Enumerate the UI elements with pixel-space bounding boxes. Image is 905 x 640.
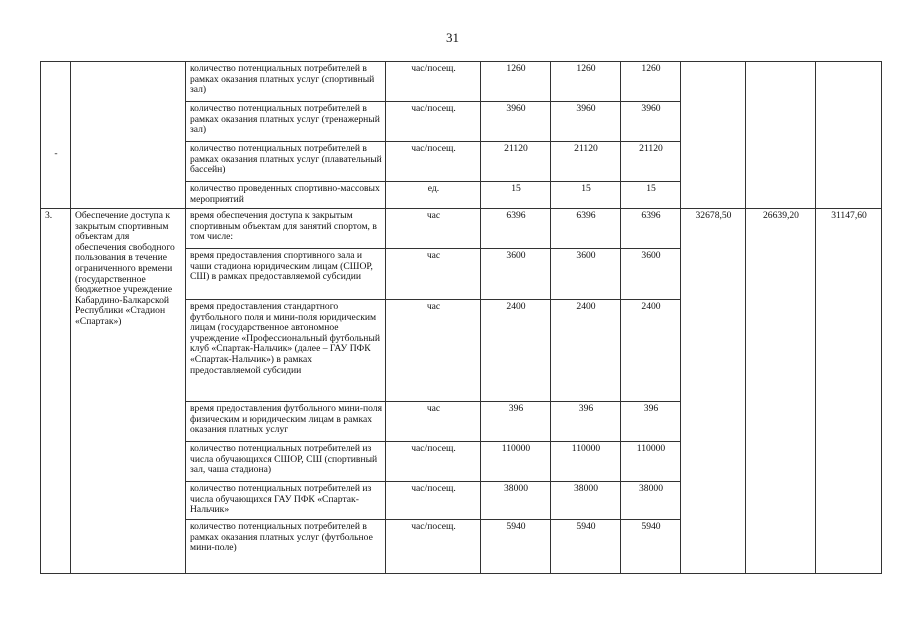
value-cell: 3600 (551, 249, 621, 300)
unit-cell: час (386, 300, 481, 402)
indicator-cell: количество потенциальных потребителей из числа обучающихся СШОР, СШ (спортивный зал, чаша стадиона) (186, 442, 386, 482)
value-cell: 38000 (551, 482, 621, 520)
value-cell: 3600 (621, 249, 681, 300)
value-cell: 396 (481, 402, 551, 442)
value-cell: 5940 (481, 520, 551, 574)
value-cell: 5940 (551, 520, 621, 574)
indicator-cell: время предоставления спортивного зала и чаши стадиона юридическим лицам (СШОР, СШ) в рамках предоставляемой субсидии (186, 249, 386, 300)
row-number-cell (41, 62, 71, 209)
indicator-cell: количество потенциальных потребителей в рамках оказания платных услуг (футбольное мини-поле) (186, 520, 386, 574)
value-cell: 1260 (621, 62, 681, 102)
table-row (41, 62, 882, 102)
unit-cell: час/посещ. (386, 520, 481, 574)
finance-cell: 26639,20 (746, 209, 816, 574)
service-name-cell (71, 62, 186, 209)
value-cell: 15 (481, 182, 551, 209)
indicator-cell: количество потенциальных потребителей в рамках оказания платных услуг (тренажерный зал) (186, 102, 386, 142)
indicator-cell: количество проведенных спортивно-массовых мероприятий (186, 182, 386, 209)
value-cell: 21120 (481, 142, 551, 182)
finance-cell: 31147,60 (816, 209, 882, 574)
row-number-cell: 3. (41, 209, 71, 574)
page-number: 31 (446, 30, 459, 45)
unit-cell: час/посещ. (386, 482, 481, 520)
dash-mark: - (54, 148, 58, 159)
unit-cell: час (386, 402, 481, 442)
unit-cell: час (386, 209, 481, 249)
value-cell: 21120 (621, 142, 681, 182)
value-cell: 110000 (621, 442, 681, 482)
indicator-cell: количество потенциальных потребителей из числа обучающихся ГАУ ПФК «Спартак-Нальчик» (186, 482, 386, 520)
finance-cell: 32678,50 (681, 209, 746, 574)
value-cell: 2400 (481, 300, 551, 402)
value-cell: 38000 (481, 482, 551, 520)
value-cell: 1260 (551, 62, 621, 102)
value-cell: 110000 (481, 442, 551, 482)
finance-cell (746, 62, 816, 209)
service-name-cell: Обеспечение доступа к закрытым спортивным объектам для обеспечения свободного пользования в течение ограниченного времени (государственное бюджетное учреждение Кабардино-Балкарской Республики «Стадион «Спартак») (71, 209, 186, 574)
value-cell: 21120 (551, 142, 621, 182)
indicator-cell: время предоставления стандартного футбольного поля и мини-поля юридическим лицам (государственное автономное учреждение «Профессиональный футбольный клуб «Спартак-Нальчик» (далее – ГАУ ПФК «Спартак-Нальчик») в рамках предоставляемой субсидии (186, 300, 386, 402)
value-cell: 110000 (551, 442, 621, 482)
value-cell: 3960 (481, 102, 551, 142)
value-cell: 3600 (481, 249, 551, 300)
value-cell: 396 (551, 402, 621, 442)
value-cell: 2400 (551, 300, 621, 402)
unit-cell: час/посещ. (386, 62, 481, 102)
unit-cell: час/посещ. (386, 102, 481, 142)
indicator-cell: количество потенциальных потребителей в рамках оказания платных услуг (плавательный бассейн) (186, 142, 386, 182)
value-cell: 6396 (481, 209, 551, 249)
value-cell: 38000 (621, 482, 681, 520)
table-row (41, 209, 882, 249)
unit-cell: ед. (386, 182, 481, 209)
value-cell: 6396 (551, 209, 621, 249)
unit-cell: час/посещ. (386, 442, 481, 482)
indicator-cell: время предоставления футбольного мини-поля физическим и юридическим лицам в рамках оказания платных услуг (186, 402, 386, 442)
unit-cell: час (386, 249, 481, 300)
value-cell: 3960 (621, 102, 681, 142)
value-cell: 15 (621, 182, 681, 209)
finance-cell (681, 62, 746, 209)
indicators-table (40, 61, 882, 574)
indicator-cell: время обеспечения доступа к закрытым спортивным объектам для занятий спортом, в том числе: (186, 209, 386, 249)
value-cell: 15 (551, 182, 621, 209)
value-cell: 396 (621, 402, 681, 442)
value-cell: 3960 (551, 102, 621, 142)
finance-cell (816, 62, 882, 209)
value-cell: 1260 (481, 62, 551, 102)
indicator-cell: количество потенциальных потребителей в рамках оказания платных услуг (спортивный зал) (186, 62, 386, 102)
value-cell: 5940 (621, 520, 681, 574)
unit-cell: час/посещ. (386, 142, 481, 182)
value-cell: 6396 (621, 209, 681, 249)
value-cell: 2400 (621, 300, 681, 402)
